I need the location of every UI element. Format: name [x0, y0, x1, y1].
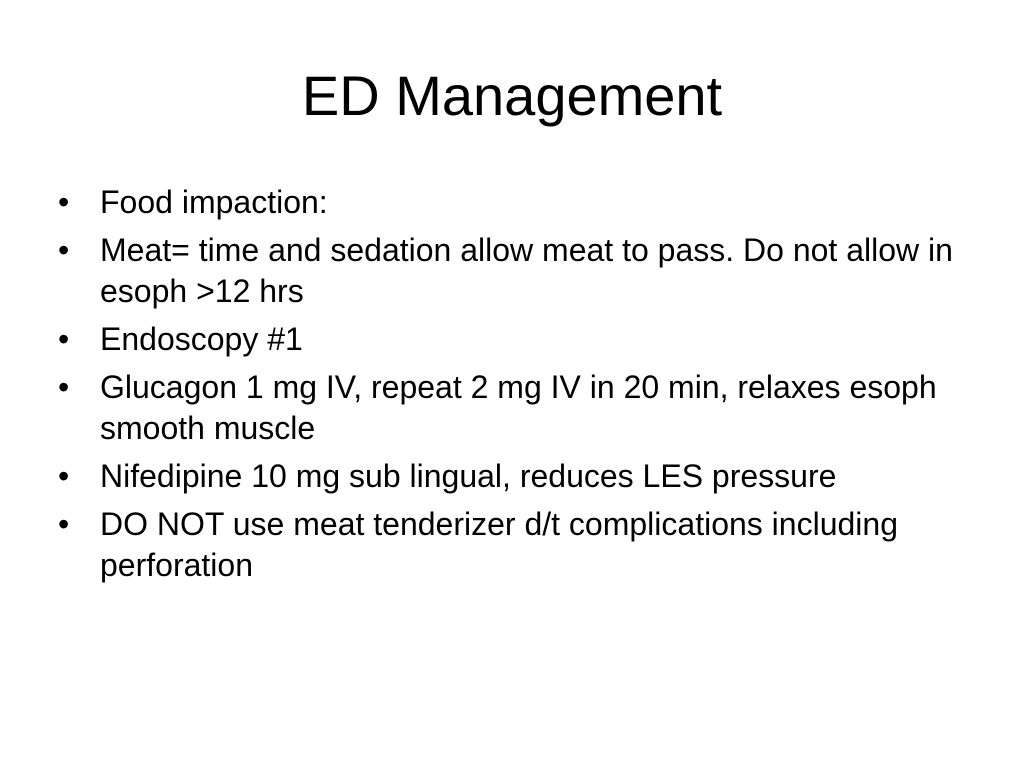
bullet-list — [56, 182, 976, 593]
bullet-item-nifedipine — [56, 456, 976, 497]
bullet-text: DO NOT use meat tenderizer d/t complications including perforation — [100, 506, 898, 583]
slide-title: ED Management — [301, 64, 723, 127]
bullet-icon: • — [58, 184, 70, 220]
bullet-item-endoscopy — [56, 319, 976, 360]
bullet-icon: • — [58, 369, 70, 405]
bullet-text: Glucagon 1 mg IV, repeat 2 mg IV in 20 min, relaxes esoph smooth muscle — [100, 369, 937, 446]
bullet-text: Food impaction: — [100, 184, 328, 220]
bullet-item-food-impaction — [56, 182, 976, 223]
bullet-icon: • — [58, 506, 70, 542]
bullet-text: Meat= time and sedation allow meat to pass. Do not allow in esoph >12 hrs — [100, 232, 953, 309]
bullet-item-glucagon — [56, 367, 976, 449]
bullet-item-meat-tenderizer — [56, 504, 976, 586]
bullet-icon: • — [58, 321, 70, 357]
bullet-text: Nifedipine 10 mg sub lingual, reduces LES pressure — [100, 458, 837, 494]
bullet-text: Endoscopy #1 — [100, 321, 303, 357]
bullet-item-meat — [56, 230, 976, 312]
bullet-icon: • — [58, 232, 70, 268]
bullet-icon: • — [58, 458, 70, 494]
